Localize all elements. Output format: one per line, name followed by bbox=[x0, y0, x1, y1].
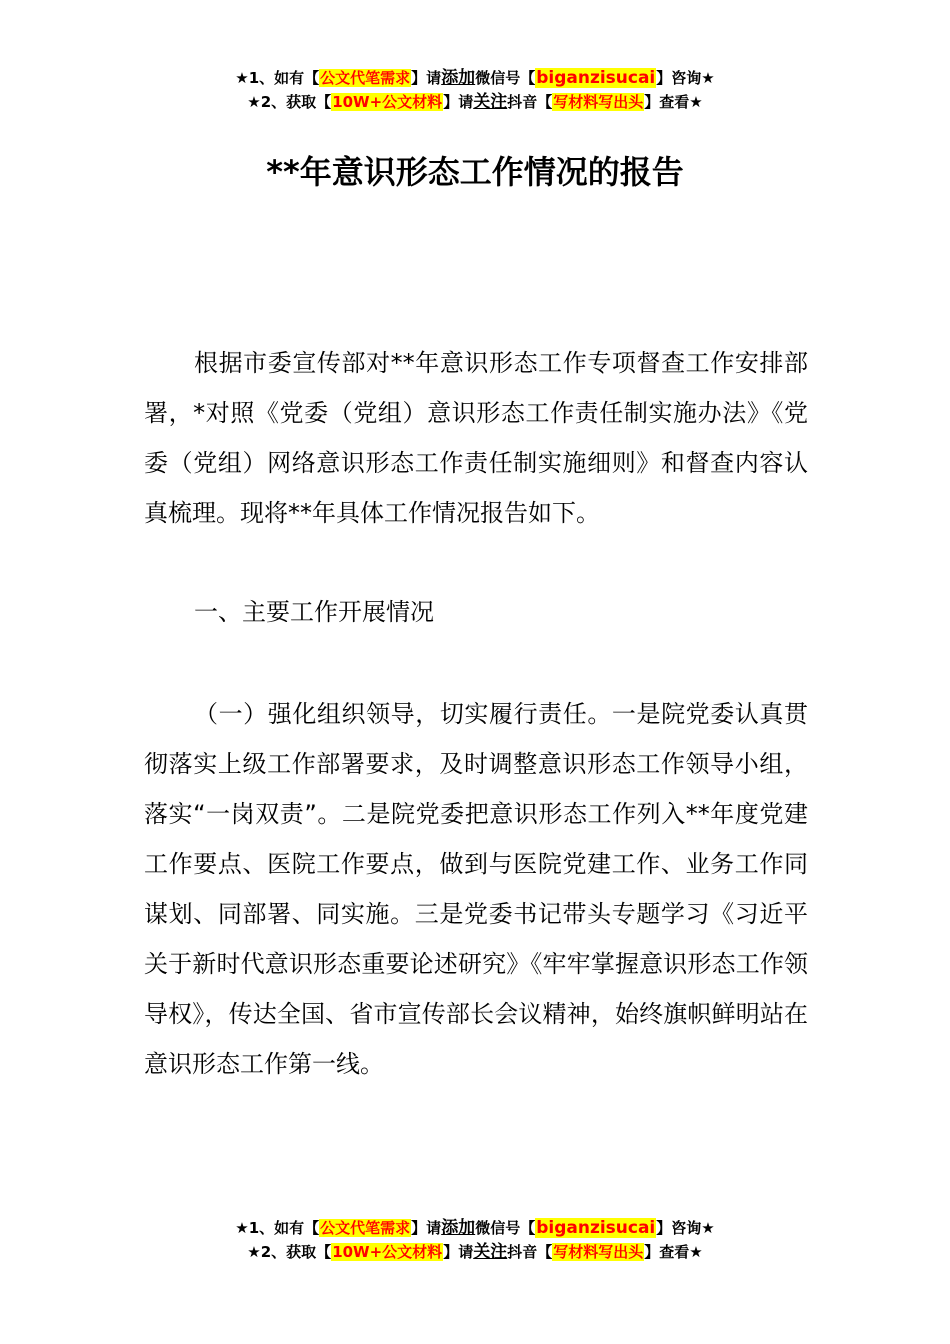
banner-line-1-mid: 】请 bbox=[411, 69, 442, 87]
banner-line-1-suffix: 】咨询★ bbox=[656, 69, 715, 87]
footer-line-1-wechat-id: biganzisucai bbox=[536, 1218, 656, 1238]
section-heading: 一、主要工作开展情况 bbox=[194, 598, 434, 626]
banner-line-1-mid2: 微信号【 bbox=[475, 69, 536, 87]
banner-line-1-highlight-service: 公文代笔需求 bbox=[320, 69, 411, 87]
footer-line-2-mid2: 抖音【 bbox=[507, 1243, 553, 1261]
banner-line-1 bbox=[0, 66, 950, 90]
footer-line-2-mid: 】请 bbox=[443, 1243, 474, 1261]
footer-line-1-prefix: ★1、如有【 bbox=[235, 1219, 320, 1237]
banner-line-2 bbox=[0, 90, 950, 114]
footer-line-2-douyin-account: 写材料写出头 bbox=[553, 1243, 644, 1261]
banner-line-2-douyin-account: 写材料写出头 bbox=[553, 93, 644, 111]
footer-banner bbox=[0, 1216, 950, 1264]
footer-line-1-highlight-service: 公文代笔需求 bbox=[320, 1219, 411, 1237]
banner-line-1-emphasis: 添加 bbox=[441, 68, 476, 88]
banner-line-2-prefix: ★2、获取【 bbox=[247, 93, 332, 111]
footer-line-2-emphasis: 关注 bbox=[473, 1242, 508, 1262]
banner-line-2-mid2: 抖音【 bbox=[507, 93, 553, 111]
footer-line-1-mid: 】请 bbox=[411, 1219, 442, 1237]
footer-line-2-highlight-materials: 10W+公文材料 bbox=[332, 1243, 443, 1261]
header-banner bbox=[0, 66, 950, 114]
banner-line-1-wechat-id: biganzisucai bbox=[536, 68, 656, 88]
footer-line-2-prefix: ★2、获取【 bbox=[247, 1243, 332, 1261]
footer-line-1 bbox=[0, 1216, 950, 1240]
document-title: **年意识形态工作情况的报告 bbox=[266, 153, 684, 191]
banner-line-2-highlight-materials: 10W+公文材料 bbox=[332, 93, 443, 111]
banner-line-2-suffix: 】查看★ bbox=[644, 93, 703, 111]
footer-line-2 bbox=[0, 1240, 950, 1264]
footer-line-1-mid2: 微信号【 bbox=[475, 1219, 536, 1237]
intro-paragraph: 根据市委宣传部对**年意识形态工作专项督查工作安排部署，*对照《党委（党组）意识形态工作责任制实施办法》《党委（党组）网络意识形态工作责任制实施细则》和督查内容认真梳理。现将**年具体工作情况报告如下。 bbox=[144, 349, 808, 527]
section-paragraph: （一）强化组织领导，切实履行责任。一是院党委认真贯彻落实上级工作部署要求，及时调整意识形态工作领导小组，落实“一岗双责”。二是院党委把意识形态工作列入**年度党建工作要点、医院工作要点，做到与医院党建工作、业务工作同谋划、同部署、同实施。三是党委书记带头专题学习《习近平关于新时代意识形态重要论述研究》《牢牢掌握意识形态工作领导权》，传达全国、省市宣传部长会议精神，始终旗帜鲜明站在意识形态工作第一线。 bbox=[144, 700, 808, 1078]
banner-line-2-mid: 】请 bbox=[443, 93, 474, 111]
footer-line-1-suffix: 】咨询★ bbox=[656, 1219, 715, 1237]
banner-line-1-prefix: ★1、如有【 bbox=[235, 69, 320, 87]
footer-line-1-emphasis: 添加 bbox=[441, 1218, 476, 1238]
banner-line-2-emphasis: 关注 bbox=[473, 92, 508, 112]
footer-line-2-suffix: 】查看★ bbox=[644, 1243, 703, 1261]
